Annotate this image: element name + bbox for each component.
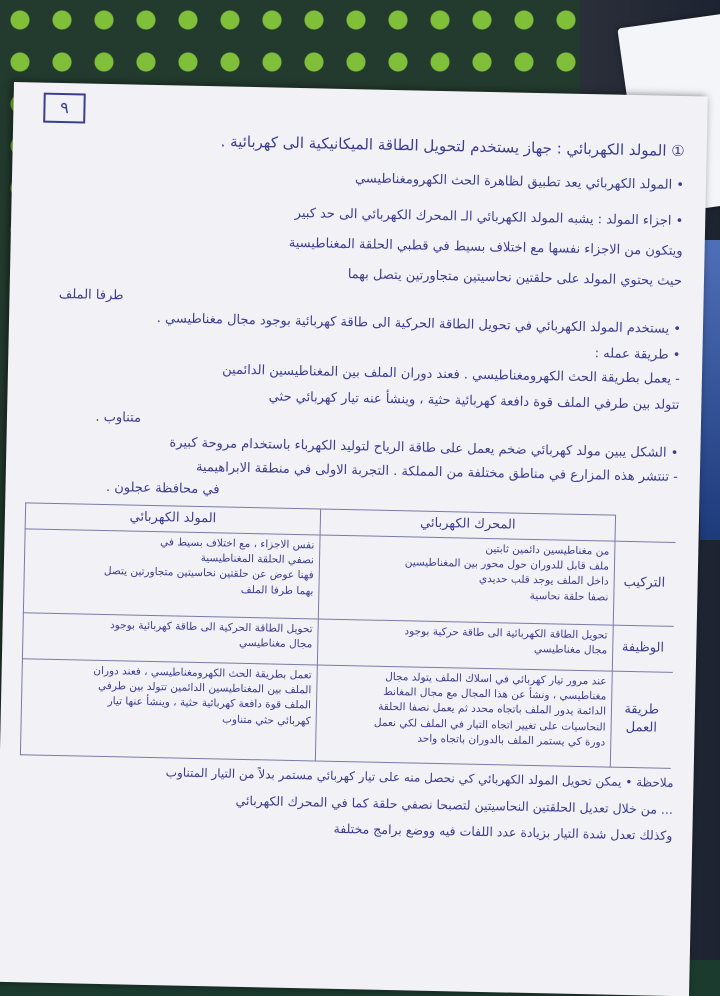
table-cell: من مغناطيسين دائمين ثابتين ملف قابل للدوران حول محور بين المغناطيسين داخل الملف يوجد قلب حديدي نصفا حلقة نحاسية [318,535,615,625]
text-line: • طريقة عمله : [594,346,681,364]
table-cell: نفس الاجزاء ، مع اختلاف بسيط في نصفي الحلقة المغناطيسية فهنا عوض عن حلقتين نحاسيتين متجاورتين يتصل بهما طرفا الملف [23,529,320,619]
column-header-motor: المحرك الكهربائي [320,509,615,541]
text-line: ويتكون من الاجزاء نفسها مع اختلاف بسيط في قطبي الحلقة المغناطيسية [288,235,683,260]
text-line: • الشكل يبين مولد كهربائي ضخم يعمل على طاقة الرياح لتوليد الكهرباء باستخدام مروحة كبيرة [169,435,679,461]
text-line: • يستخدم المولد الكهربائي في تحويل الطاقة الحركية الى طاقة كهربائية بوجود مجال مغناطيسي . [156,311,682,338]
row-label: الوظيفة [612,625,673,672]
notebook-page [0,82,708,996]
note-line: ... من خلال تعديل الحلقتين النحاسيتين لتصبحا نصفي حلقة كما في المحرك الكهربائي [235,792,674,817]
table-row [23,529,675,627]
text-line: متناوب . [95,409,142,426]
text-line: • اجزاء المولد : يشبه المولد الكهربائي الـ المحرك الكهربائي الى حد كبير [294,205,684,230]
table-cell: تحويل الطاقة الحركية الى طاقة كهربائية بوجود مجال مغناطيسي [22,613,318,665]
heading-line: ① المولد الكهربائي : جهاز يستخدم لتحويل الطاقة الميكانيكية الى كهربائية . [220,132,685,161]
note-line: وكذلك تعدل شدة التيار بزيادة عدد اللفات فيه ووضع برامج مختلفة [333,820,673,843]
comparison-table [20,502,676,768]
table-cell: تحويل الطاقة الكهربائية الى طاقة حركية بوجود مجال مغناطيسي [317,619,613,671]
text-line: • المولد الكهربائي يعد تطبيق لظاهرة الحث الكهرومغناطيسي [354,171,685,194]
row-label: التركيب [613,541,675,626]
note-line: ملاحظة • يمكن تحويل المولد الكهربائي كي نحصل منه على تيار كهربائي مستمر بدلاً من التيار المتناوب [165,765,674,790]
table-cell: عند مرور تيار كهربائي في اسلاك الملف يتولد مجال مغناطيسي ، ونشأ عن هذا المجال مع مجال المغانط الدائمة يدور الملف باتجاه محدد ثم يعمل نصفا الحلقة النحاسيات على تغيير اتجاه التيار في الملف لكي نعمل دورة كي يستمر الملف بالدوران باتجاه واحد [315,665,612,767]
text-line: تتولد بين طرفي الملف قوة دافعة كهربائية حثية ، وينشأ عنه تيار كهربائي حثي [268,389,680,414]
text-line: - تنتشر هذه المزارع في مناطق مختلفة من المملكة . التجربة الاولى في منطقة الابراهيمية [195,459,679,485]
text-line: - يعمل بطريقة الحث الكهرومغناطيسي . فعند دوران الملف بين المغناطيسين الدائمين [222,362,681,388]
page-number: ٩ [43,93,86,124]
row-label: طريقة العمل [610,671,672,768]
text-line: طرفا الملف [58,286,124,304]
table-row [20,659,672,769]
column-header-generator: المولد الكهربائي [25,503,320,535]
text-line: في محافظة عجلون . [105,480,220,498]
text-line: حيث يحتوي المولد على حلقتين نحاسيتين متجاورتين يتصل بهما [347,267,683,290]
table-corner [615,515,676,542]
table-cell: تعمل بطريقة الحث الكهرومغناطيسي ، فعند دوران الملف بين المغناطيسين الدائمين تتولد بين طرفي الملف قوة دافعة كهربائية حثية ، وينشأ عنها تيار كهربائي حثي متناوب [20,659,317,761]
